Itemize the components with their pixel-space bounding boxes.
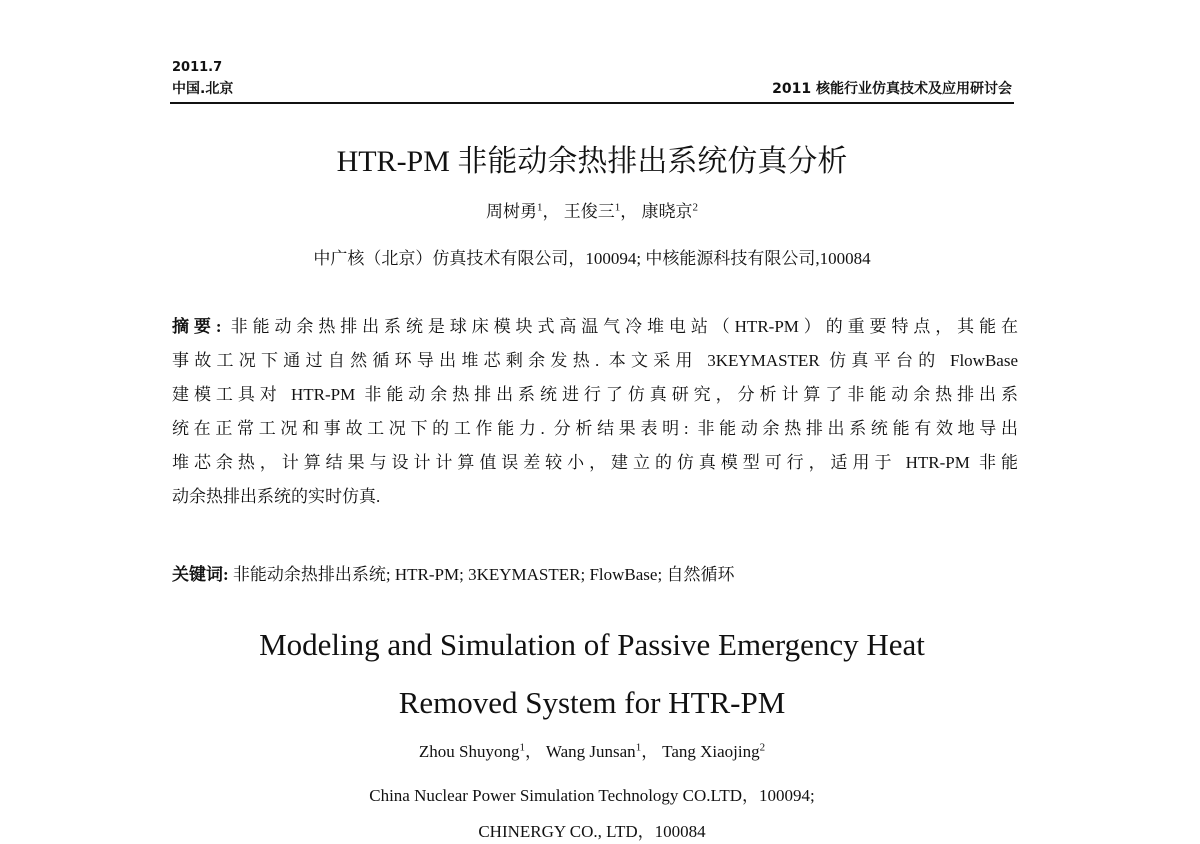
abstract-label: 摘要: [172,317,222,336]
authors-english: Zhou Shuyong$^1$， Wang Junsan$^1$， Tang Xiaojing$^2$ [418,741,766,761]
title-english-line-1: Modeling and Simulation of Passive Emergency Heat [259,627,925,662]
abstract-block [172,310,1018,514]
title-chinese: HTR-PM 非能动余热排出系统仿真分析 [336,145,848,178]
author-cn-1-affil: 1 [537,201,543,214]
abstract-text: 非能动余热排出系统是球床模块式高温气冷堆电站（HTR-PM）的重要特点，其能在 [230,317,1018,336]
keywords-text: 非能动余热排出系统; HTR-PM; 3KEYMASTER; FlowBase; 自然循环 [232,565,735,584]
author-cn-3-affil: 2 [692,201,698,214]
abstract-line: 堆芯余热，计算结果与设计计算值误差较小，建立的仿真模型可行，适用于 HTR-PM 非能 [172,453,1018,472]
author-cn-3: 康晓京 [641,202,693,221]
author-en-3: Tang Xiaojing [662,742,760,761]
header-rule [170,102,1014,104]
affiliation-english-line-2: CHINERGY CO., LTD，100084 [478,822,706,841]
author-en-2-affil: 1 [635,741,642,754]
keywords-line [172,562,734,588]
authors-chinese: 周树勇$^1$， 王俊三$^1$， 康晓京$^2$ [486,201,698,221]
title-english-line-2: Removed System for HTR-PM [398,685,786,720]
abstract-line: 统在正常工况和事故工况下的工作能力. 分析结果表明: 非能动余热排出系统能有效地导出 [172,419,1018,438]
abstract-line [172,310,1018,344]
affiliation-english-line-1: China Nuclear Power Simulation Technology CO.LTD，100094; [369,786,815,805]
affiliation-chinese: 中广核（北京）仿真技术有限公司，100094; 中核能源科技有限公司,100084 [313,249,871,268]
author-cn-1: 周树勇 [486,202,537,221]
author-en-1-affil: 1 [519,741,525,754]
author-en-2: Wang Junsan [545,742,636,761]
author-cn-2-affil: 1 [614,201,621,214]
author-cn-2: 王俊三 [563,202,615,221]
abstract-line: 事故工况下通过自然循环导出堆芯剩余发热. 本文采用 3KEYMASTER 仿真平台的 FlowBase [172,351,1018,370]
abstract-line: 动余热排出系统的实时仿真. [172,487,381,506]
author-en-3-affil: 2 [759,741,766,754]
header-place: 中国.北京 [172,81,234,97]
header-conference: 2011 核能行业仿真技术及应用研讨会 [772,81,1012,97]
header-date: 2011.7 [172,60,223,75]
abstract-line: 建模工具对 HTR-PM 非能动余热排出系统进行了仿真研究，分析计算了非能动余热排出系 [172,385,1018,404]
author-en-1: Zhou Shuyong [418,742,520,761]
keywords-label: 关键词: [172,565,229,584]
